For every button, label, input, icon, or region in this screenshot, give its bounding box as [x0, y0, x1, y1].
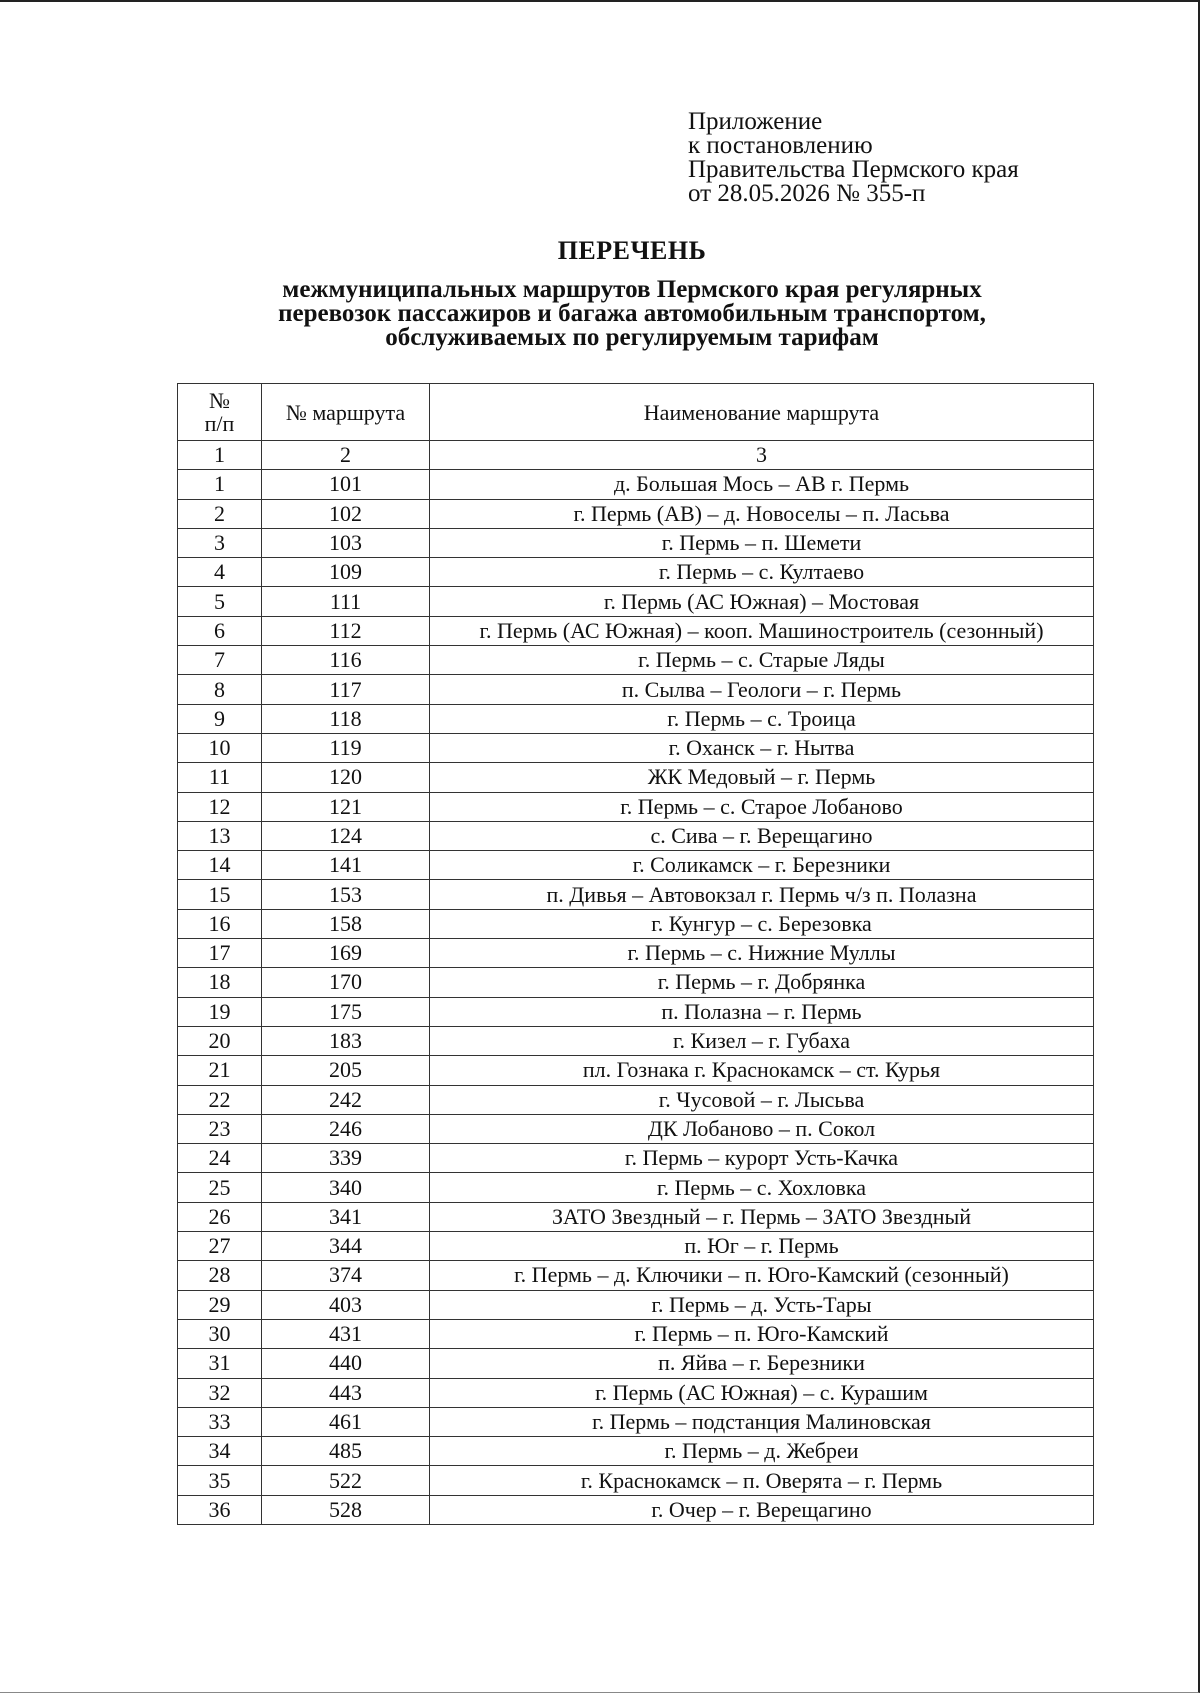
route-number: 119: [262, 733, 430, 762]
route-name: г. Пермь – д. Жебреи: [430, 1437, 1094, 1466]
route-number: 117: [262, 675, 430, 704]
table-row: [178, 1173, 1094, 1202]
table-row: [178, 1437, 1094, 1466]
route-name: г. Соликамск – г. Березники: [430, 851, 1094, 880]
header-row-number: [178, 384, 262, 441]
route-name: г. Очер – г. Верещагино: [430, 1495, 1094, 1524]
route-number: 116: [262, 646, 430, 675]
route-name: г. Пермь – курорт Усть-Качка: [430, 1144, 1094, 1173]
document-subtitle: [200, 278, 1064, 350]
route-number: 111: [262, 587, 430, 616]
header-route-number: № маршрута: [262, 384, 430, 441]
row-index: 6: [178, 616, 262, 645]
row-index: 28: [178, 1261, 262, 1290]
route-number: 344: [262, 1232, 430, 1261]
table-row: [178, 1466, 1094, 1495]
route-name: п. Полазна – г. Пермь: [430, 997, 1094, 1026]
route-name: г. Пермь (АС Южная) – с. Курашим: [430, 1378, 1094, 1407]
row-index: 31: [178, 1349, 262, 1378]
row-index: 17: [178, 939, 262, 968]
route-name: г. Пермь – д. Ключики – п. Юго-Камский (сезонный): [430, 1261, 1094, 1290]
header-route-name: Наименование маршрута: [430, 384, 1094, 441]
row-index: 33: [178, 1407, 262, 1436]
header-num-top: №: [209, 388, 230, 413]
table-row: [178, 880, 1094, 909]
table-row: [178, 939, 1094, 968]
row-index: 11: [178, 763, 262, 792]
route-name: ЖК Медовый – г. Пермь: [430, 763, 1094, 792]
route-name: г. Пермь (АС Южная) – кооп. Машиностроитель (сезонный): [430, 616, 1094, 645]
row-index: 27: [178, 1232, 262, 1261]
row-index: 18: [178, 968, 262, 997]
row-index: 9: [178, 704, 262, 733]
row-index: 25: [178, 1173, 262, 1202]
route-name: г. Пермь (АС Южная) – Мостовая: [430, 587, 1094, 616]
table-row: [178, 1495, 1094, 1524]
table-row: [178, 675, 1094, 704]
subtitle-line: обслуживаемых по регулируемым тарифам: [385, 324, 879, 351]
row-index: 10: [178, 733, 262, 762]
route-number: 183: [262, 1026, 430, 1055]
route-name: г. Пермь – с. Хохловка: [430, 1173, 1094, 1202]
row-index: 2: [178, 499, 262, 528]
route-number: 485: [262, 1437, 430, 1466]
route-name: г. Оханск – г. Нытва: [430, 733, 1094, 762]
route-number: 443: [262, 1378, 430, 1407]
table-row: [178, 1114, 1094, 1143]
route-number: 205: [262, 1056, 430, 1085]
table-row: [178, 499, 1094, 528]
table-row: [178, 528, 1094, 557]
row-index: 20: [178, 1026, 262, 1055]
subtitle-line: межмуниципальных маршрутов Пермского края регулярных: [282, 276, 982, 303]
route-number: 403: [262, 1290, 430, 1319]
table-row: [178, 704, 1094, 733]
table-row: [178, 997, 1094, 1026]
table-row: [178, 587, 1094, 616]
route-number: 374: [262, 1261, 430, 1290]
row-index: 7: [178, 646, 262, 675]
route-number: 120: [262, 763, 430, 792]
appendix-line: к постановлению: [688, 132, 873, 159]
table-row: [178, 1085, 1094, 1114]
row-index: 23: [178, 1114, 262, 1143]
row-index: 1: [178, 470, 262, 499]
table-row: [178, 1144, 1094, 1173]
route-name: г. Пермь – д. Усть-Тары: [430, 1290, 1094, 1319]
row-index: 32: [178, 1378, 262, 1407]
route-name: г. Пермь – с. Култаево: [430, 558, 1094, 587]
route-number: 170: [262, 968, 430, 997]
route-name: г. Пермь – с. Старые Ляды: [430, 646, 1094, 675]
route-number: 339: [262, 1144, 430, 1173]
route-number: 431: [262, 1319, 430, 1348]
route-number: 440: [262, 1349, 430, 1378]
routes-table: [177, 383, 1094, 1525]
route-name: г. Пермь – с. Старое Лобаново: [430, 792, 1094, 821]
row-index: 5: [178, 587, 262, 616]
route-number: 118: [262, 704, 430, 733]
route-name: пл. Гознака г. Краснокамск – ст. Курья: [430, 1056, 1094, 1085]
route-number: 341: [262, 1202, 430, 1231]
column-number: 3: [430, 441, 1094, 470]
row-index: 13: [178, 821, 262, 850]
route-name: г. Кизел – г. Губаха: [430, 1026, 1094, 1055]
route-name: г. Кунгур – с. Березовка: [430, 909, 1094, 938]
table-row: [178, 1232, 1094, 1261]
row-index: 36: [178, 1495, 262, 1524]
appendix-line: Приложение: [688, 108, 823, 135]
table-row: [178, 646, 1094, 675]
route-name: ЗАТО Звездный – г. Пермь – ЗАТО Звездный: [430, 1202, 1094, 1231]
route-name: с. Сива – г. Верещагино: [430, 821, 1094, 850]
route-number: 528: [262, 1495, 430, 1524]
route-number: 340: [262, 1173, 430, 1202]
row-index: 15: [178, 880, 262, 909]
appendix-line: Правительства Пермского края: [688, 156, 1019, 183]
route-number: 153: [262, 880, 430, 909]
table-row: [178, 1349, 1094, 1378]
column-number-row: [178, 441, 1094, 470]
appendix-line: от 28.05.2026 № 355-п: [688, 180, 926, 207]
table-row: [178, 821, 1094, 850]
route-name: п. Дивья – Автовокзал г. Пермь ч/з п. Полазна: [430, 880, 1094, 909]
row-index: 4: [178, 558, 262, 587]
row-index: 3: [178, 528, 262, 557]
route-name: г. Пермь – подстанция Малиновская: [430, 1407, 1094, 1436]
subtitle-line: перевозок пассажиров и багажа автомобильным транспортом,: [278, 300, 986, 327]
row-index: 34: [178, 1437, 262, 1466]
table-row: [178, 968, 1094, 997]
route-number: 102: [262, 499, 430, 528]
table-row: [178, 733, 1094, 762]
row-index: 22: [178, 1085, 262, 1114]
route-number: 461: [262, 1407, 430, 1436]
route-number: 242: [262, 1085, 430, 1114]
column-number: 2: [262, 441, 430, 470]
route-number: 522: [262, 1466, 430, 1495]
row-index: 26: [178, 1202, 262, 1231]
route-name: г. Пермь – с. Нижние Муллы: [430, 939, 1094, 968]
table-row: [178, 1319, 1094, 1348]
row-index: 30: [178, 1319, 262, 1348]
appendix-block: [688, 110, 1019, 206]
route-name: г. Пермь – г. Добрянка: [430, 968, 1094, 997]
route-name: г. Краснокамск – п. Оверята – г. Пермь: [430, 1466, 1094, 1495]
column-number: 1: [178, 441, 262, 470]
route-number: 175: [262, 997, 430, 1026]
route-number: 121: [262, 792, 430, 821]
route-name: п. Яйва – г. Березники: [430, 1349, 1094, 1378]
route-number: 112: [262, 616, 430, 645]
route-number: 103: [262, 528, 430, 557]
row-index: 8: [178, 675, 262, 704]
table-row: [178, 470, 1094, 499]
route-name: г. Пермь – п. Шемети: [430, 528, 1094, 557]
table-row: [178, 1378, 1094, 1407]
route-number: 109: [262, 558, 430, 587]
route-number: 101: [262, 470, 430, 499]
route-name: г. Чусовой – г. Лысьва: [430, 1085, 1094, 1114]
route-name: п. Сылва – Геологи – г. Пермь: [430, 675, 1094, 704]
route-name: д. Большая Мось – АВ г. Пермь: [430, 470, 1094, 499]
table-row: [178, 616, 1094, 645]
route-name: г. Пермь (АВ) – д. Новоселы – п. Ласьва: [430, 499, 1094, 528]
table-header-row: [178, 384, 1094, 441]
table-row: [178, 1290, 1094, 1319]
row-index: 29: [178, 1290, 262, 1319]
row-index: 35: [178, 1466, 262, 1495]
route-number: 169: [262, 939, 430, 968]
routes-table-body: [178, 441, 1094, 1525]
table-row: [178, 851, 1094, 880]
document-title: ПЕРЕЧЕНЬ: [557, 236, 707, 265]
table-row: [178, 763, 1094, 792]
header-num-bottom: п/п: [204, 411, 235, 436]
route-name: г. Пермь – с. Троица: [430, 704, 1094, 733]
route-number: 124: [262, 821, 430, 850]
table-row: [178, 1026, 1094, 1055]
row-index: 21: [178, 1056, 262, 1085]
route-number: 141: [262, 851, 430, 880]
route-name: ДК Лобаново – п. Сокол: [430, 1114, 1094, 1143]
table-row: [178, 1056, 1094, 1085]
route-number: 158: [262, 909, 430, 938]
row-index: 19: [178, 997, 262, 1026]
row-index: 16: [178, 909, 262, 938]
table-row: [178, 1202, 1094, 1231]
row-index: 12: [178, 792, 262, 821]
route-number: 246: [262, 1114, 430, 1143]
row-index: 24: [178, 1144, 262, 1173]
table-row: [178, 909, 1094, 938]
row-index: 14: [178, 851, 262, 880]
route-name: г. Пермь – п. Юго-Камский: [430, 1319, 1094, 1348]
route-name: п. Юг – г. Пермь: [430, 1232, 1094, 1261]
table-row: [178, 792, 1094, 821]
table-row: [178, 558, 1094, 587]
table-row: [178, 1261, 1094, 1290]
table-row: [178, 1407, 1094, 1436]
